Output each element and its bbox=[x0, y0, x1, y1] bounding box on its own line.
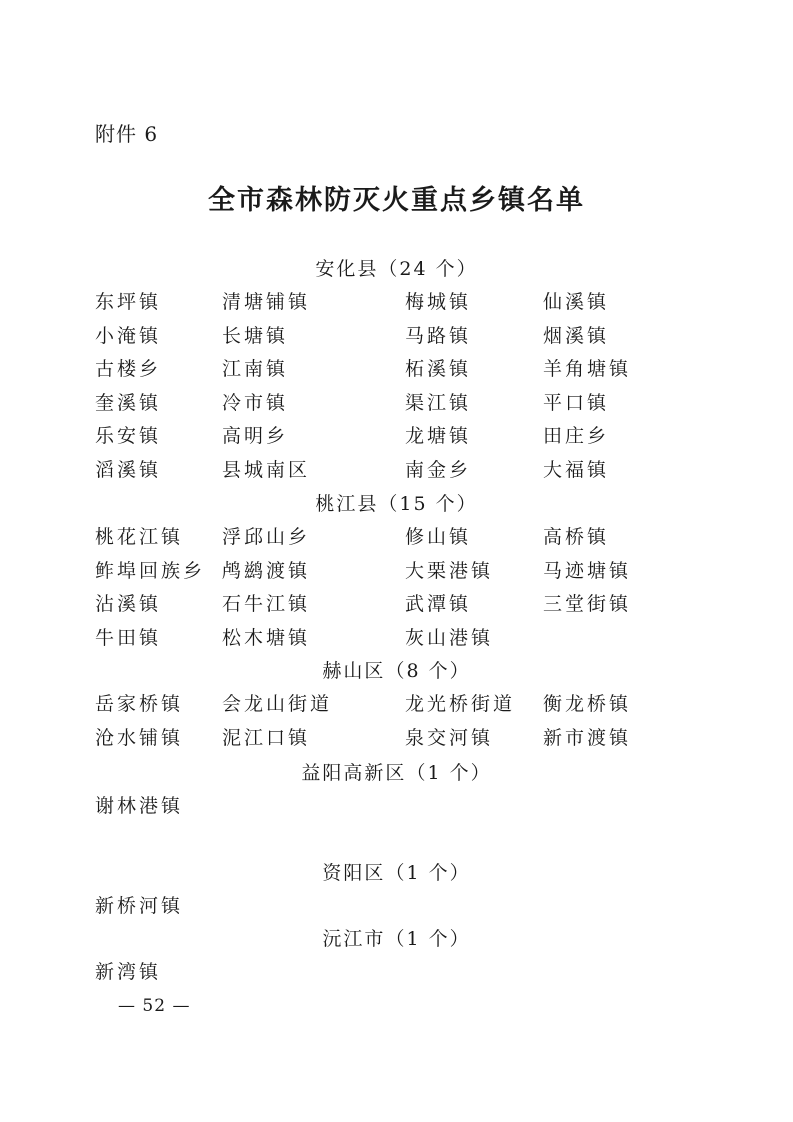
town-name: 泉交河镇 bbox=[405, 726, 494, 749]
town-name: 奎溪镇 bbox=[95, 391, 162, 414]
table-row bbox=[0, 420, 793, 454]
section-name: 安化县 bbox=[315, 258, 379, 280]
section-name: 桃江县 bbox=[315, 493, 379, 515]
town-name: 修山镇 bbox=[405, 526, 472, 548]
town-name: 新市渡镇 bbox=[543, 726, 632, 749]
section-count: （1 个） bbox=[385, 862, 471, 884]
section-yiyang-hitech bbox=[0, 756, 793, 824]
section-name: 赫山区 bbox=[322, 660, 386, 682]
town-name: 梅城镇 bbox=[405, 291, 472, 313]
town-name: 仙溪镇 bbox=[543, 291, 610, 313]
town-name: 会龙山街道 bbox=[222, 693, 333, 715]
table-row bbox=[0, 722, 793, 756]
town-name: 田庄乡 bbox=[543, 425, 610, 448]
town-name: 桃花江镇 bbox=[95, 526, 184, 548]
section-heading bbox=[0, 856, 793, 890]
town-name: 冷市镇 bbox=[222, 391, 289, 414]
town-name: 古楼乡 bbox=[95, 358, 162, 381]
town-name: 沾溪镇 bbox=[95, 593, 162, 616]
town-name: 大栗港镇 bbox=[405, 559, 494, 582]
table-row bbox=[0, 521, 793, 555]
table-row bbox=[0, 286, 793, 320]
section-taojiang bbox=[0, 487, 793, 655]
town-name: 石牛江镇 bbox=[222, 593, 311, 616]
town-name: 东坪镇 bbox=[95, 291, 162, 313]
town-name: 乐安镇 bbox=[95, 425, 162, 448]
town-name: 泥江口镇 bbox=[222, 726, 311, 749]
table-row bbox=[0, 454, 793, 488]
section-ziyang bbox=[0, 856, 793, 924]
town-name: 谢林港镇 bbox=[95, 795, 184, 817]
page-title: 全市森林防灭火重点乡镇名单 bbox=[208, 185, 585, 216]
town-name: 浮邱山乡 bbox=[222, 526, 311, 548]
table-row bbox=[0, 622, 793, 656]
town-name: 武潭镇 bbox=[405, 593, 472, 616]
town-name: 新桥河镇 bbox=[95, 895, 184, 917]
town-name: 南金乡 bbox=[405, 458, 472, 481]
town-name: 牛田镇 bbox=[95, 626, 162, 649]
table-row bbox=[0, 688, 793, 722]
town-name: 沧水铺镇 bbox=[95, 726, 184, 749]
section-count: （24 个） bbox=[378, 258, 478, 280]
attachment-label: 附件 6 bbox=[95, 122, 159, 146]
table-row bbox=[0, 320, 793, 354]
town-name: 鲊埠回族乡 bbox=[95, 559, 206, 582]
table-row bbox=[0, 956, 793, 990]
section-heshan bbox=[0, 654, 793, 755]
page-number: — 52 — bbox=[118, 996, 191, 1016]
town-name: 龙光桥街道 bbox=[405, 693, 516, 715]
section-yuanjiang bbox=[0, 922, 793, 990]
town-name: 岳家桥镇 bbox=[95, 693, 184, 715]
section-count: （1 个） bbox=[385, 928, 471, 950]
town-name: 清塘铺镇 bbox=[222, 291, 311, 313]
table-row bbox=[0, 555, 793, 589]
town-name: 江南镇 bbox=[222, 358, 289, 381]
section-name: 益阳高新区 bbox=[301, 762, 407, 784]
town-name: 高明乡 bbox=[222, 425, 289, 448]
table-row bbox=[0, 353, 793, 387]
town-name: 衡龙桥镇 bbox=[543, 693, 632, 715]
town-name: 马迹塘镇 bbox=[543, 559, 632, 582]
section-heading bbox=[0, 487, 793, 521]
table-row bbox=[0, 890, 793, 924]
section-count: （15 个） bbox=[378, 493, 478, 515]
town-name: 新湾镇 bbox=[95, 961, 162, 983]
section-heading bbox=[0, 922, 793, 956]
table-row bbox=[0, 588, 793, 622]
section-heading bbox=[0, 756, 793, 790]
town-name: 小淹镇 bbox=[95, 324, 162, 347]
section-name: 沅江市 bbox=[322, 928, 386, 950]
section-heading bbox=[0, 252, 793, 286]
town-name: 大福镇 bbox=[543, 458, 610, 481]
table-row bbox=[0, 387, 793, 421]
section-count: （8 个） bbox=[385, 660, 471, 682]
section-anhua bbox=[0, 252, 793, 488]
town-name: 烟溪镇 bbox=[543, 324, 610, 347]
town-name: 灰山港镇 bbox=[405, 626, 494, 649]
town-name: 马路镇 bbox=[405, 324, 472, 347]
section-count: （1 个） bbox=[406, 762, 492, 784]
town-name: 羊角塘镇 bbox=[543, 358, 632, 381]
town-name: 县城南区 bbox=[222, 458, 311, 481]
town-name: 三堂街镇 bbox=[543, 593, 632, 616]
table-row bbox=[0, 790, 793, 824]
town-name: 长塘镇 bbox=[222, 324, 289, 347]
town-name: 平口镇 bbox=[543, 391, 610, 414]
section-name: 资阳区 bbox=[322, 862, 386, 884]
town-name: 渠江镇 bbox=[405, 391, 472, 414]
town-name: 鸬鹚渡镇 bbox=[222, 559, 311, 582]
town-name: 龙塘镇 bbox=[405, 425, 472, 448]
town-name: 柘溪镇 bbox=[405, 358, 472, 381]
town-name: 滔溪镇 bbox=[95, 458, 162, 481]
town-name: 松木塘镇 bbox=[222, 626, 311, 649]
town-name: 高桥镇 bbox=[543, 526, 610, 548]
section-heading bbox=[0, 654, 793, 688]
